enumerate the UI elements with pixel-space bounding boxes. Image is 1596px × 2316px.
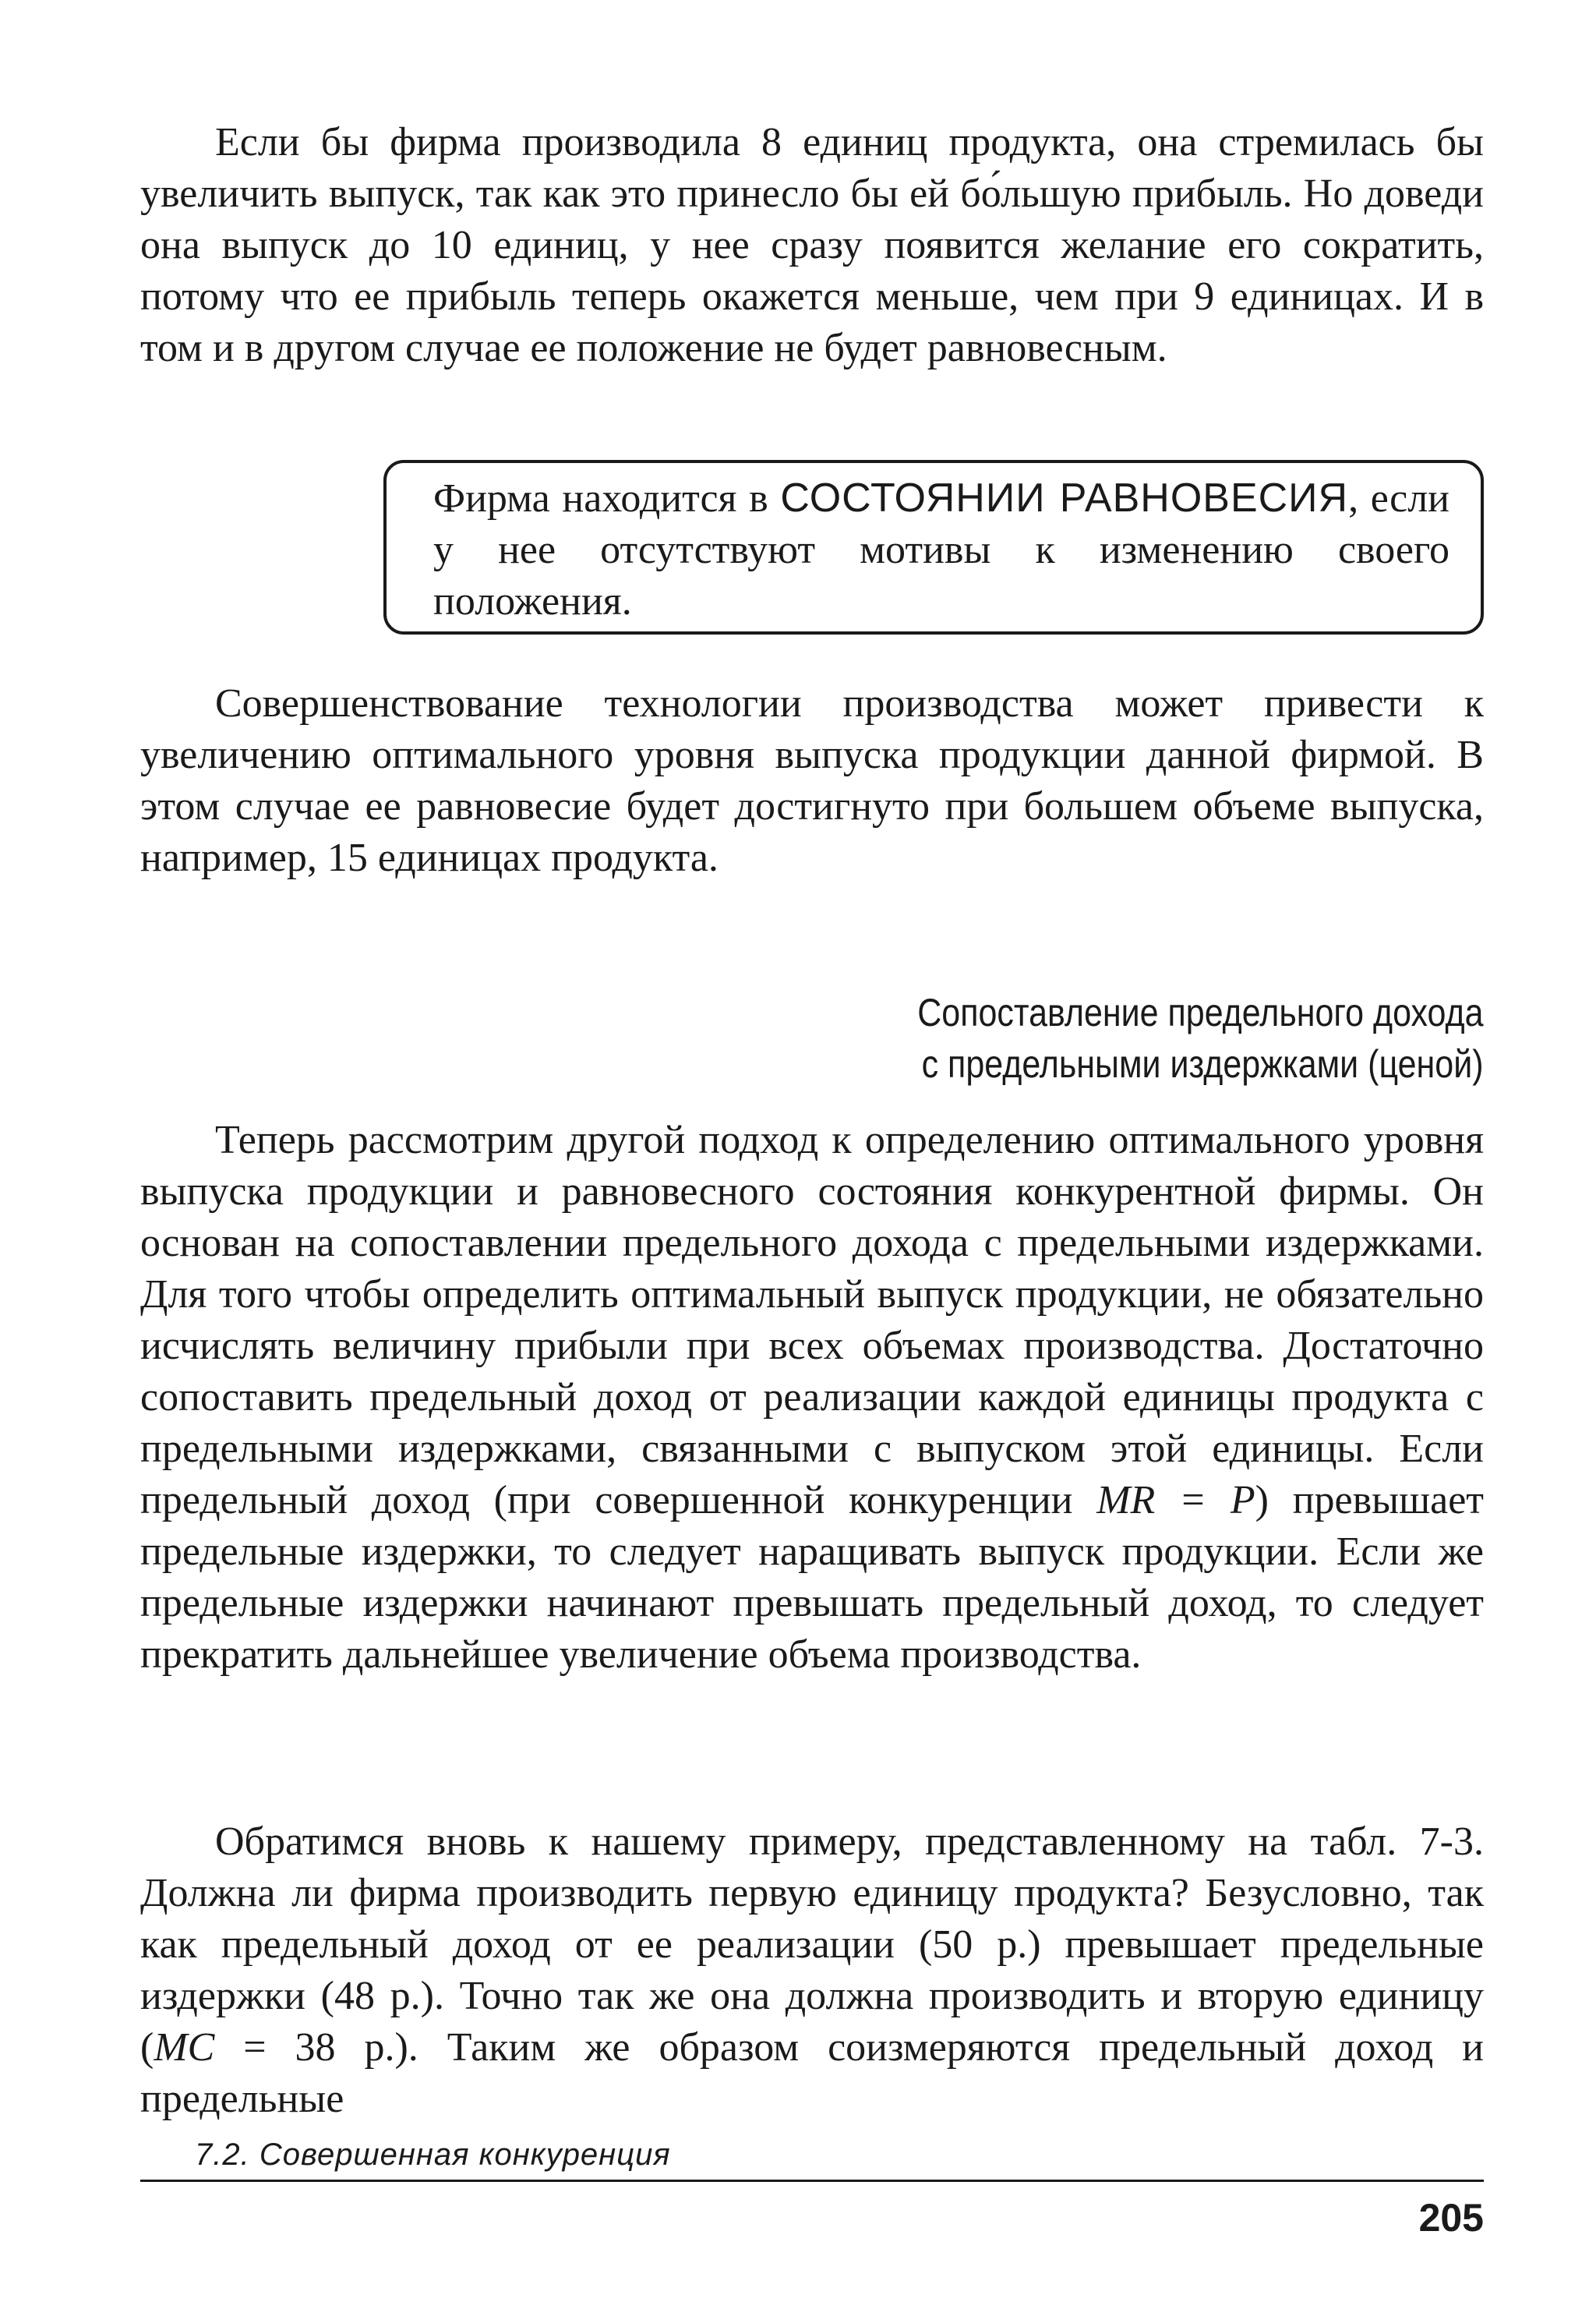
paragraph-marginal-approach-text-1: Теперь рассмотрим другой подход к определению оптимального уровня выпуска продукции и равновесного состояния конкурентной фирмы. Он основан на сопоставлении предельного дохода с предельными издержками. Для того чтобы определить оптимальный выпуск продукции, не обязательно исчислять величину прибыли при всех объемах производства. Достаточно сопоставить предельный доход от реализации каждой единицы продукта с предельными издержками, связанными с выпуском этой единицы. Если предельный доход (при совершенной конкуренции xyxy=(140,1118,1484,1522)
definition-text xyxy=(433,472,1449,628)
definition-lead: Фирма находится в xyxy=(433,476,781,521)
running-footer: 7.2. Совершенная конкуренция xyxy=(195,2137,671,2172)
definition-tail: , если у нее отсутствуют мотивы к изменению своего положения. xyxy=(433,476,1450,624)
formula-mr-equals-p: MR = P xyxy=(1096,1478,1255,1522)
paragraph-marginal-approach xyxy=(140,1115,1484,1681)
definition-term: СОСТОЯНИИ РАВНОВЕСИЯ xyxy=(780,476,1349,521)
paragraph-marginal-approach-text-2: ) превышает предельные издержки, то следует наращивать выпуск продукции. Если же предельные издержки начинают превышать предельный доход, то следует прекратить дальнейшее увеличение объема производства. xyxy=(140,1478,1485,1677)
formula-mc: MC xyxy=(154,2025,215,2070)
definition-box xyxy=(383,460,1484,635)
paragraph-table-example-text-2: = 38 р.). Таким же образом соизмеряются предельный доход и предельные xyxy=(140,2025,1484,2121)
section-heading-line-2: с предельными издержками (ценой) xyxy=(922,1042,1484,1086)
footer-rule xyxy=(140,2180,1484,2182)
section-heading xyxy=(918,987,1484,1090)
page-number: 205 xyxy=(1418,2196,1484,2240)
paragraph-technology: Совершенствование технологии производства может привести к увеличению оптимального уровня выпуска продукции данной фирмой. В этом случае ее равновесие будет достигнуто при большем объеме выпуска, например, 15 единицах продукта. xyxy=(140,681,1484,880)
paragraph-table-example-text-1: Обратимся вновь к нашему примеру, представленному на табл. 7-3. Должна ли фирма производить первую единицу продукта? Безусловно, так как предельный доход от ее реализации (50 р.) превышает предельные издержки (48 р.). Точно так же она должна производить и вторую единицу ( xyxy=(140,1819,1484,2070)
section-heading-line-1: Сопоставление предельного дохода xyxy=(917,991,1484,1034)
paragraph-table-example xyxy=(140,1816,1484,2125)
paragraph-equilibrium-example: Если бы фирма производила 8 единиц продукта, она стремилась бы увеличить выпуск, так как это принесло бы ей бо́льшую прибыль. Но доведи она выпуск до 10 единиц, у нее сразу появится желание его сократить, потому что ее прибыль теперь окажется меньше, чем при 9 единицах. И в том и в другом случае ее положение не будет равновесным. xyxy=(140,120,1484,370)
